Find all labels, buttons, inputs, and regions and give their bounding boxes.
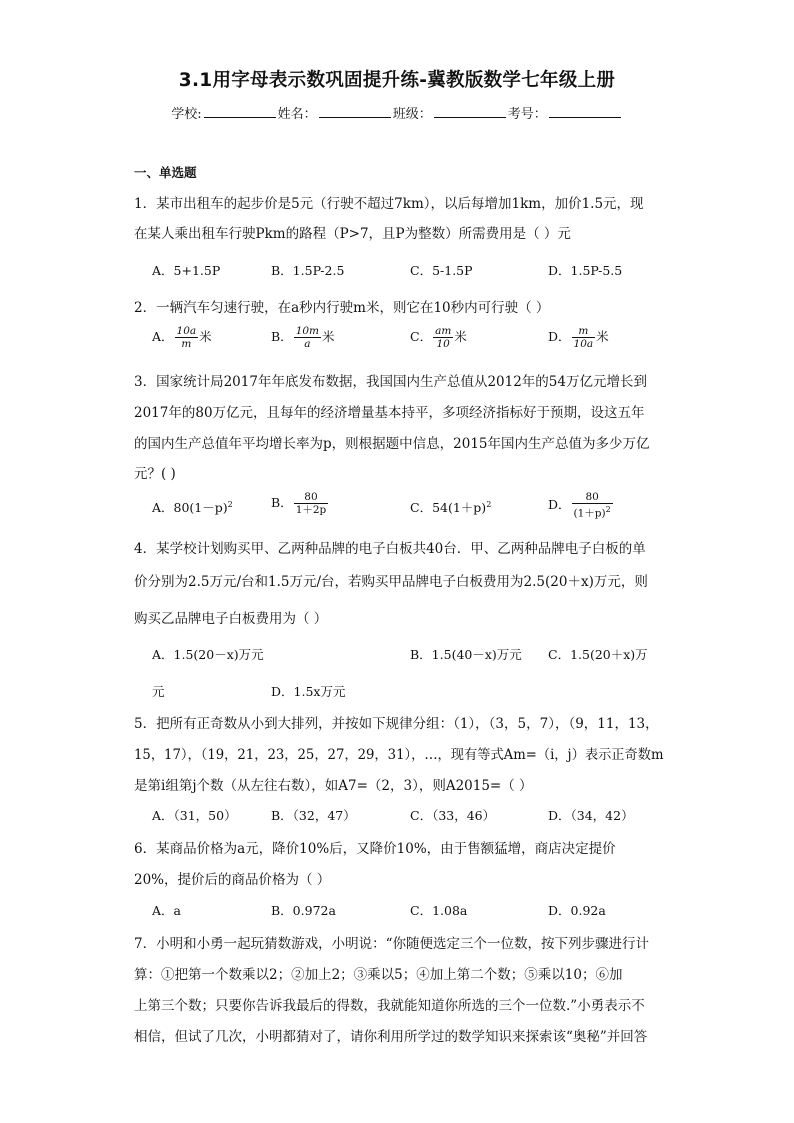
q2-option-a-label: A． — [152, 329, 174, 344]
q2-option-c[interactable] — [410, 325, 467, 350]
q2-option-b-label: B． — [271, 329, 293, 344]
q2-a-numerator: 10a — [176, 325, 197, 337]
question-5-line-2: 15，17），（19，21，23，25，27，29，31），…，现有等式Am=（i，j）表示正奇数m — [134, 747, 664, 763]
question-5-line-1: 5．把所有正奇数从小到大排列，并按如下规律分组：（1），（3，5，7），（9，11，13， — [134, 716, 659, 732]
q3-b-numerator: 80 — [294, 491, 329, 504]
question-6-line-2: 20%，提价后的商品价格为（ ） — [134, 872, 331, 888]
question-1-line-2: 在某人乘出租车行驶Pkm的路程（P>7，且P为整数）所需费用是（ ）元 — [134, 226, 571, 242]
question-7-line-3: 上第三个数；只要你告诉我最后的得数，我就能知道你所选的三个一位数.”小勇表示不 — [134, 998, 645, 1014]
question-2-line-1: 2．一辆汽车匀速行驶，在a秒内行驶m米，则它在10秒内可行驶（ ） — [134, 300, 550, 316]
question-4-line-2: 价分别为2.5万元/台和1.5万元/台，若购买甲品牌电子白板费用为2.5(20＋x)万元，则 — [134, 574, 648, 590]
name-label: 姓名： — [277, 107, 317, 122]
question-1-line-1: 1．某市出租车的起步价是5元（行驶不超过7km），以后每增加1km，加价1.5元，现 — [134, 196, 644, 212]
class-label: 班级： — [392, 107, 432, 122]
q2-option-c-label: C． — [410, 329, 433, 344]
student-info-row — [0, 103, 794, 122]
section-heading: 一、单选题 — [134, 165, 197, 180]
q5-option-b[interactable]: B．（32，47） — [271, 808, 356, 823]
school-label: 学校: — [171, 107, 202, 122]
class-blank[interactable] — [434, 107, 506, 118]
q2-b-numerator: 10m — [295, 325, 320, 337]
question-4-line-1: 4．某学校计划购买甲、乙两种品牌的电子白板共40台．甲、乙两种品牌电子白板的单 — [134, 541, 646, 557]
q6-option-b[interactable]: B．0.972a — [271, 903, 336, 918]
q2-option-d-label: D． — [548, 329, 571, 344]
q2-c-numerator: am — [435, 325, 452, 337]
q2-unit: 米 — [199, 329, 212, 344]
question-7-line-2: 算：①把第一个数乘以2；②加上2；③乘以5；④加上第二个数；⑤乘以10；⑥加 — [134, 967, 623, 983]
q3-option-c[interactable] — [410, 498, 491, 516]
q2-unit: 米 — [322, 329, 335, 344]
q1-option-c[interactable]: C．5-1.5P — [410, 263, 473, 278]
q3-d-den-exponent: 2 — [605, 505, 611, 514]
name-blank[interactable] — [319, 107, 391, 118]
q3-c-text: C．54(1＋p) — [410, 500, 487, 515]
q4-option-b[interactable]: B．1.5(40－x)万元 — [410, 647, 522, 662]
q4-option-c-continued: 元 — [152, 684, 165, 699]
q3-b-label: B． — [271, 495, 293, 510]
q3-d-denominator — [572, 504, 613, 520]
question-7-line-4: 相信，但试了几次，小明都猜对了，请你利用所学过的数学知识来探索该“奥秘”并回答 — [134, 1029, 648, 1045]
question-3-line-4: 元？( ) — [134, 466, 176, 482]
q3-option-a[interactable] — [152, 498, 233, 516]
q3-a-text: A．80(1－p) — [152, 500, 228, 515]
q2-d-denominator: 10a — [573, 338, 594, 350]
q2-option-b[interactable] — [271, 325, 335, 350]
q2-b-denominator: a — [304, 338, 311, 350]
q2-d-numerator: m — [572, 325, 596, 338]
q2-unit: 米 — [596, 329, 609, 344]
q5-option-d[interactable]: D．（34，42） — [548, 808, 634, 823]
question-6-line-1: 6．某商品价格为a元，降价10%后，又降价10%，由于售额猛增，商店决定提价 — [134, 841, 616, 857]
page-title: 3.1用字母表示数巩固提升练-冀教版数学七年级上册 — [178, 70, 616, 91]
q3-option-b[interactable] — [271, 491, 329, 516]
question-3-line-2: 2017年的80万亿元，且每年的经济增量基本持平，多项经济指标好于预期，设这五年 — [134, 405, 645, 421]
q3-d-den-base: (1＋p) — [573, 507, 606, 520]
q3-b-denominator: 1＋2p — [295, 504, 327, 516]
q2-option-d-fraction — [572, 325, 596, 350]
number-blank[interactable] — [549, 107, 621, 118]
question-4-line-3: 购买乙品牌电子白板费用为（ ） — [134, 611, 328, 627]
q5-option-c[interactable]: C．（33，46） — [410, 808, 496, 823]
q2-c-denominator: 10 — [436, 338, 450, 350]
question-3-line-1: 3．国家统计局2017年年底发布数据，我国国内生产总值从2012年的54万亿元增长到 — [134, 374, 647, 390]
q2-option-a-fraction — [175, 325, 199, 350]
q1-option-a[interactable]: A．5+1.5P — [152, 263, 221, 278]
number-label: 考号： — [507, 107, 547, 122]
q4-option-d[interactable]: D．1.5x万元 — [271, 684, 346, 699]
q2-option-b-fraction — [294, 325, 321, 350]
q1-option-d[interactable]: D．1.5P-5.5 — [548, 263, 623, 278]
q6-option-c[interactable]: C．1.08a — [410, 903, 468, 918]
q2-option-d[interactable] — [548, 325, 609, 350]
q2-a-denominator: m — [181, 338, 192, 350]
question-7-line-1: 7．小明和小勇一起玩猜数游戏，小明说：“你随便选定三个一位数，按下列步骤进行计 — [134, 936, 649, 952]
question-5-line-3: 是第i组第j个数（从左往右数），如A7=（2，3），则A2015=（ ） — [134, 778, 533, 794]
q3-c-exponent: 2 — [486, 499, 492, 509]
question-3-line-3: 的国内生产总值年平均增长率为p，则根据题中信息，2015年国内生产总值为多少万亿 — [134, 436, 650, 452]
q3-option-d[interactable] — [548, 491, 614, 520]
q2-unit: 米 — [454, 329, 467, 344]
q5-option-a[interactable]: A．（31，50） — [152, 808, 237, 823]
school-blank[interactable] — [204, 107, 276, 118]
q2-option-a[interactable] — [152, 325, 212, 350]
q3-d-numerator: 80 — [572, 491, 613, 504]
q1-option-b[interactable]: B．1.5P-2.5 — [271, 263, 345, 278]
q3-d-fraction — [572, 491, 613, 520]
q3-a-exponent: 2 — [227, 499, 233, 509]
q2-option-c-fraction — [433, 325, 453, 350]
q4-option-c[interactable]: C．1.5(20＋x)万 — [548, 647, 648, 662]
q6-option-d[interactable]: D．0.92a — [548, 903, 606, 918]
q3-d-label: D． — [548, 496, 571, 512]
q3-b-fraction — [294, 491, 329, 516]
q6-option-a[interactable]: A．a — [152, 903, 181, 918]
q4-option-a[interactable]: A．1.5(20－x)万元 — [152, 647, 264, 662]
